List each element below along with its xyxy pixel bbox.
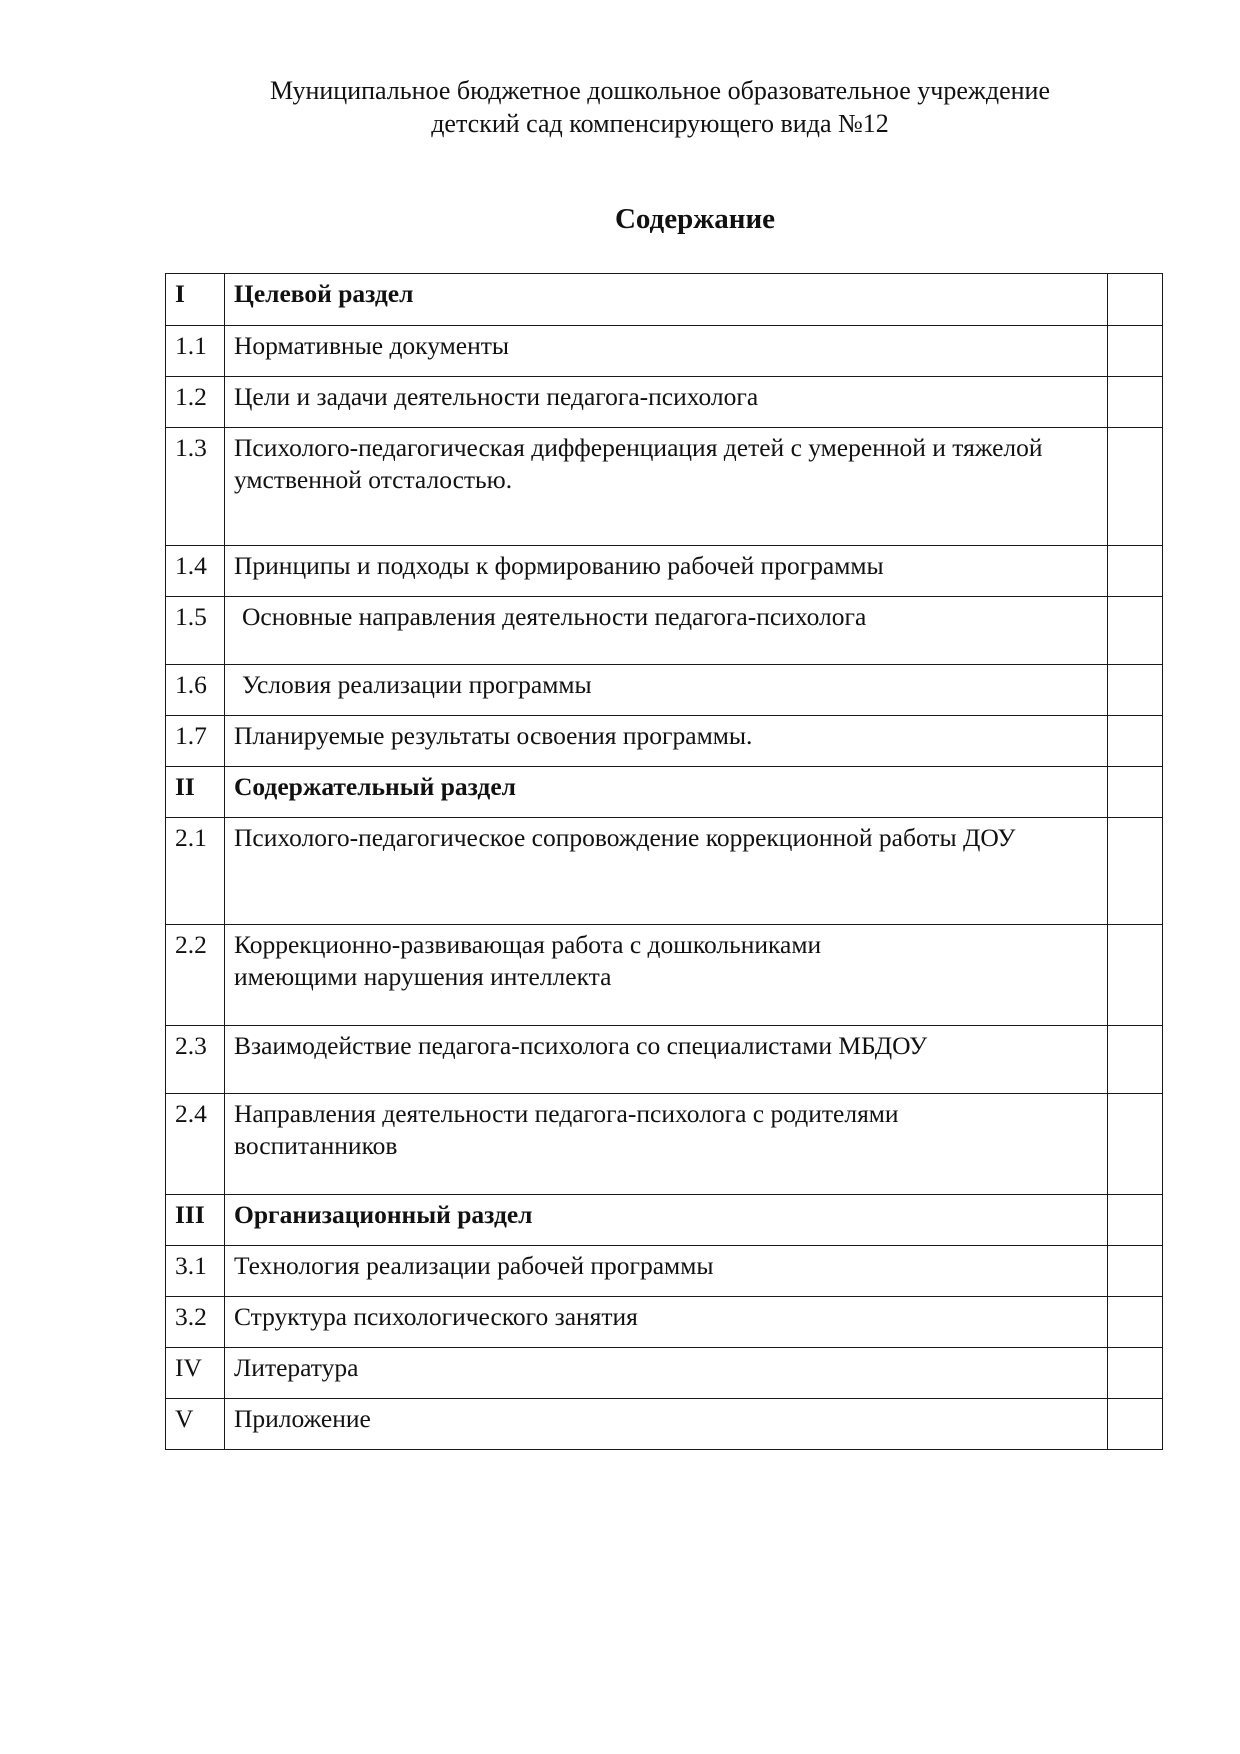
institution-name-line1: Муниципальное бюджетное дошкольное образовательное учреждение [270, 76, 1050, 105]
toc-page [1108, 1246, 1163, 1297]
toc-title: Основные направления деятельности педагога-психолога [225, 597, 1108, 665]
toc-page [1108, 1297, 1163, 1348]
toc-title: Планируемые результаты освоения программы. [225, 716, 1108, 767]
toc-row [166, 716, 1163, 767]
toc-page [1108, 326, 1163, 377]
toc-number: 1.1 [166, 326, 225, 377]
toc-row-section-1 [166, 274, 1163, 326]
toc-title: Литература [225, 1348, 1108, 1399]
toc-page [1108, 818, 1163, 925]
toc-title: Цели и задачи деятельности педагога-психолога [225, 377, 1108, 428]
toc-title: Организационный раздел [225, 1195, 1108, 1246]
toc-number: 1.3 [166, 428, 225, 546]
institution-name-line2: детский сад компенсирующего вида №12 [431, 109, 889, 138]
toc-title: Содержательный раздел [225, 767, 1108, 818]
toc-page [1108, 767, 1163, 818]
toc-title [225, 1094, 1108, 1195]
page-title: Содержание [614, 203, 776, 235]
toc-page [1108, 1026, 1163, 1094]
toc-title: Технология реализации рабочей программы [225, 1246, 1108, 1297]
toc-title: Нормативные документы [225, 326, 1108, 377]
toc-page [1108, 377, 1163, 428]
toc-row [166, 377, 1163, 428]
toc-number: 2.1 [166, 818, 225, 925]
toc-title: Целевой раздел [225, 274, 1108, 326]
toc-number: 2.2 [166, 925, 225, 1026]
toc-number: II [166, 767, 225, 818]
toc-number: 3.2 [166, 1297, 225, 1348]
table-of-contents [165, 273, 1163, 1450]
toc-title-text: Направления деятельности педагога-психолога с родителями воспитанников [234, 1099, 899, 1160]
toc-page [1108, 665, 1163, 716]
toc-row [166, 818, 1163, 925]
toc-page [1108, 925, 1163, 1026]
toc-number: III [166, 1195, 225, 1246]
toc-page [1108, 597, 1163, 665]
toc-number: 3.1 [166, 1246, 225, 1297]
toc-number: 1.6 [166, 665, 225, 716]
toc-page [1108, 428, 1163, 546]
toc-number: IV [166, 1348, 225, 1399]
toc-row [166, 925, 1163, 1026]
toc-row [166, 428, 1163, 546]
toc-row [166, 1246, 1163, 1297]
toc-number: 1.2 [166, 377, 225, 428]
toc-number: I [166, 274, 225, 326]
toc-number: 1.5 [166, 597, 225, 665]
toc-page [1108, 1399, 1163, 1450]
toc-title [225, 925, 1108, 1026]
toc-number: V [166, 1399, 225, 1450]
toc-row [166, 1348, 1163, 1399]
toc-row [166, 597, 1163, 665]
toc-number: 2.3 [166, 1026, 225, 1094]
toc-row-section-2 [166, 767, 1163, 818]
toc-row [166, 546, 1163, 597]
toc-page [1108, 546, 1163, 597]
toc-page [1108, 274, 1163, 326]
toc-row [166, 1026, 1163, 1094]
toc-title: Условия реализации программы [225, 665, 1108, 716]
institution-header [0, 74, 1240, 140]
toc-title: Взаимодействие педагога-психолога со специалистами МБДОУ [225, 1026, 1108, 1094]
toc-title: Психолого-педагогическая дифференциация детей с умеренной и тяжелой умственной отсталостью. [225, 428, 1108, 546]
toc-title: Психолого-педагогическое сопровождение коррекционной работы ДОУ [225, 818, 1108, 925]
toc-number: 1.7 [166, 716, 225, 767]
toc-row [166, 326, 1163, 377]
toc-title: Принципы и подходы к формированию рабочей программы [225, 546, 1108, 597]
toc-title: Структура психологического занятия [225, 1297, 1108, 1348]
toc-row [166, 665, 1163, 716]
toc-page [1108, 1195, 1163, 1246]
toc-page [1108, 1348, 1163, 1399]
toc-title: Приложение [225, 1399, 1108, 1450]
toc-row [166, 1297, 1163, 1348]
toc-title-text: Коррекционно-развивающая работа с дошкольниками имеющими нарушения интеллекта [234, 930, 822, 991]
toc-row-section-3 [166, 1195, 1163, 1246]
toc-number: 1.4 [166, 546, 225, 597]
toc-row [166, 1094, 1163, 1195]
toc-row [166, 1399, 1163, 1450]
toc-page [1108, 716, 1163, 767]
toc-page [1108, 1094, 1163, 1195]
toc-number: 2.4 [166, 1094, 225, 1195]
